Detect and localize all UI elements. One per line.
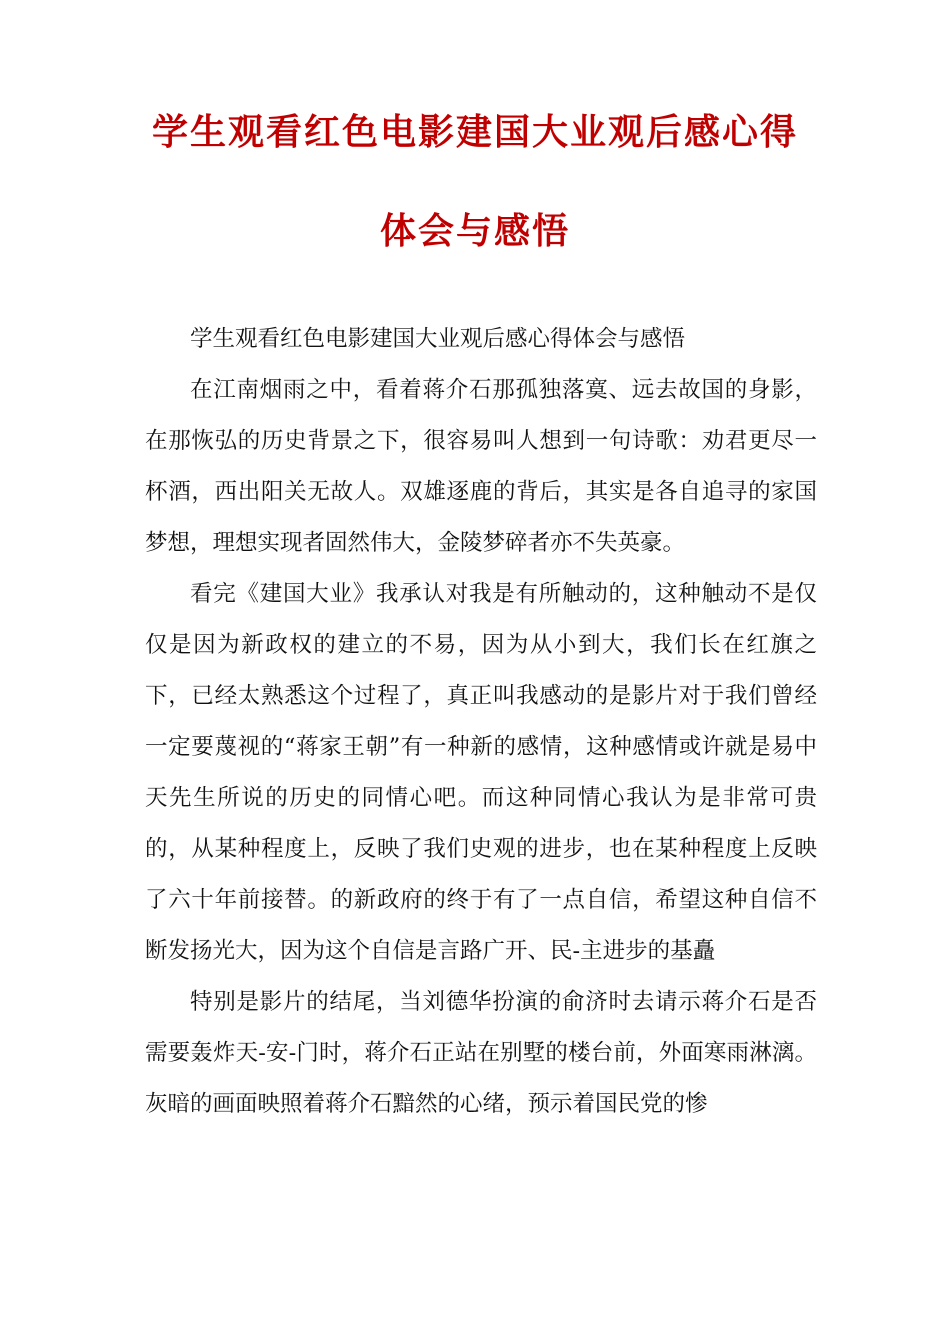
body-paragraph-4: 特别是影片的结尾，当刘德华扮演的俞济时去请示蒋介石是否需要轰炸天-安-门时，蒋介石正站在别墅的楼台前，外面寒雨淋漓。灰暗的画面映照着蒋介石黯然的心绪，预示着国民党的惨 bbox=[145, 989, 817, 1117]
body-paragraph-2: 在江南烟雨之中，看着蒋介石那孤独落寞、远去故国的身影，在那恢弘的历史背景之下，很容易叫人想到一句诗歌：劝君更尽一杯酒，西出阳关无故人。双雄逐鹿的背后，其实是各自追寻的家国梦想，理想实现者固然伟大，金陵梦碎者亦不失英豪。 bbox=[145, 377, 817, 556]
body-paragraph-3: 看完《建国大业》我承认对我是有所触动的，这种触动不是仅仅是因为新政权的建立的不易，因为从小到大，我们长在红旗之下，已经太熟悉这个过程了，真正叫我感动的是影片对于我们曾经一定要蔑视的“蒋家王朝”有一种新的感情，这种感情或许就是易中天先生所说的历史的同情心吧。而这种同情心我认为是非常可贵的，从某种程度上，反映了我们史观的进步，也在某种程度上反映了六十年前接替。的新政府的终于有了一点自信，希望这种自信不断发扬光大，因为这个自信是言路广开、民-主进步的基矗 bbox=[145, 581, 817, 964]
document-body bbox=[145, 314, 817, 1130]
document-title-line-2: 体会与感悟 bbox=[379, 210, 570, 252]
document-title-line-1: 学生观看红色电影建国大业观后感心得 bbox=[151, 111, 798, 153]
body-paragraph-1: 学生观看红色电影建国大业观后感心得体会与感悟 bbox=[190, 326, 686, 352]
